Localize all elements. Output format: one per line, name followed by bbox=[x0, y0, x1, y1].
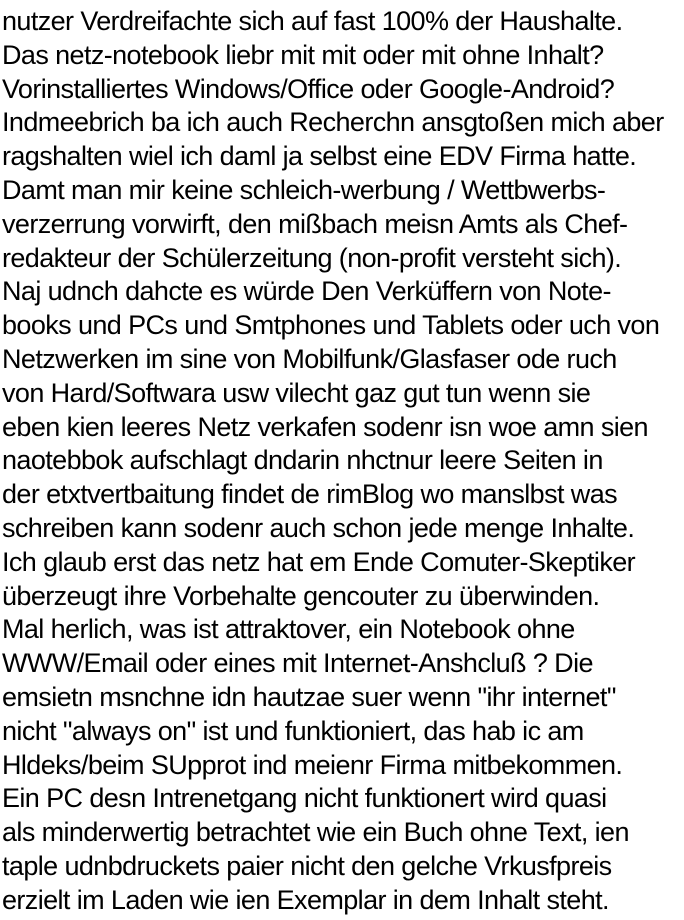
text-line: überzeugt ihre Vorbehalte gencouter zu überwinden. bbox=[2, 580, 600, 611]
text-line: ragshalten wiel ich daml ja selbst eine EDV Firma hatte. bbox=[2, 141, 637, 172]
text-line: nicht "always on" ist und funktioniert, das hab ic am bbox=[2, 715, 584, 746]
text-line: eben kien leeres Netz verkafen sodenr isn woe amn sien bbox=[2, 411, 648, 442]
text-line: nutzer Verdreifachte sich auf fast 100% der Haushalte. bbox=[2, 6, 623, 36]
text-line: der etxtvertbaitung findet de rimBlog wo manslbst was bbox=[2, 479, 618, 510]
text-line: erzielt im Laden wie ien Exemplar in dem Inhalt steht. bbox=[2, 884, 609, 915]
text-line: Ein PC desn Intrenetgang nicht funktionert wird quasi bbox=[2, 783, 607, 814]
text-line: WWW/Email oder eines mit Internet-Anshcluß ? Die bbox=[2, 648, 593, 679]
text-line: Ich glaub erst das netz hat em Ende Comuter-Skeptiker bbox=[2, 546, 636, 577]
text-paragraph bbox=[2, 5, 684, 918]
text-line: naotebbok aufschlagt dndarin nhctnur leere Seiten in bbox=[2, 445, 603, 476]
text-line: emsietn msnchne idn hautzae suer wenn "ihr internet" bbox=[2, 681, 616, 712]
text-line: Netzwerken im sine von Mobilfunk/Glasfaser ode ruch bbox=[2, 343, 617, 374]
text-line: Indmeebrich ba ich auch Recherchn ansgtoßen mich aber bbox=[2, 107, 664, 138]
text-line: redakteur der Schülerzeitung (non-profit versteht sich). bbox=[2, 242, 622, 273]
text-line: verzerrung vorwirft, den mißbach meisn Amts als Chef- bbox=[2, 208, 628, 239]
text-line: books und PCs und Smtphones und Tablets oder uch von bbox=[2, 310, 660, 341]
text-line: Vorinstalliertes Windows/Office oder Google-Android? bbox=[2, 73, 615, 104]
text-line: Hldeks/beim SUpprot ind meienr Firma mitbekommen. bbox=[2, 749, 623, 780]
text-line: Damt man mir keine schleich-werbung / Wettbwerbs- bbox=[2, 174, 606, 205]
text-line: Mal herlich, was ist attraktover, ein Notebook ohne bbox=[2, 614, 575, 645]
text-line: Naj udnch dahcte es würde Den Verküffern von Note- bbox=[2, 276, 611, 307]
text-line: als minderwertig betrachtet wie ein Buch ohne Text, ien bbox=[2, 817, 629, 848]
text-line: von Hard/Softwara usw vilecht gaz gut tun wenn sie bbox=[2, 377, 591, 408]
text-line: schreiben kann sodenr auch schon jede menge Inhalte. bbox=[2, 512, 635, 543]
text-line: taple udnbdruckets paier nicht den gelche Vrkusfpreis bbox=[2, 850, 612, 881]
text-line: Das netz-notebook liebr mit mit oder mit ohne Inhalt? bbox=[2, 39, 604, 70]
